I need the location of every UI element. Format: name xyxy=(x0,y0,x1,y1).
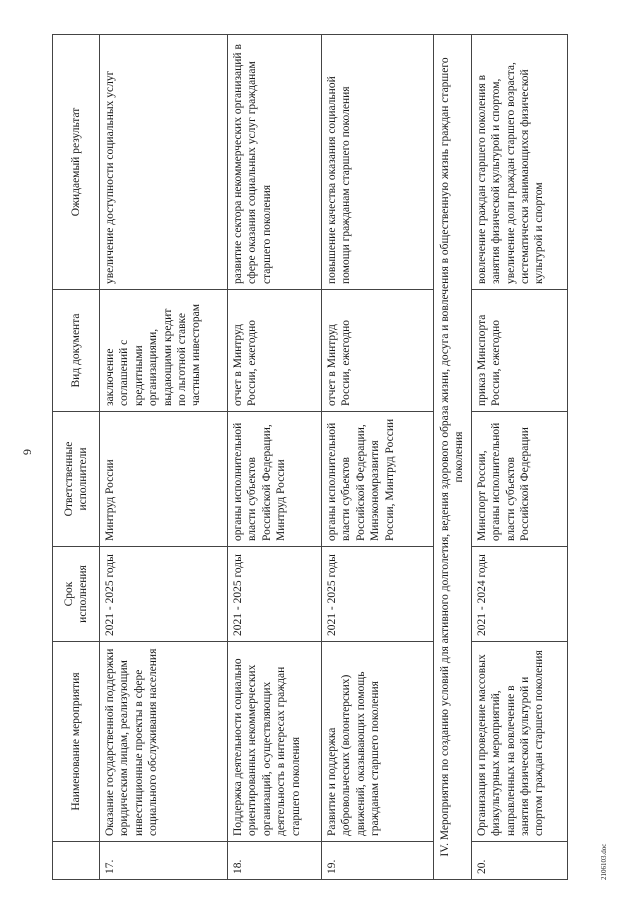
table-row xyxy=(322,35,434,880)
footer-filename: 2106103.doc xyxy=(600,843,608,880)
row-responsible: органы исполнительной власти субъектов Российской Федерации, Минтруд России xyxy=(228,412,322,547)
row-term: 2021 - 2024 годы xyxy=(471,547,567,642)
row-term: 2021 - 2025 годы xyxy=(100,547,228,642)
header-document: Вид документа xyxy=(53,290,100,412)
row-result: вовлечение граждан старшего поколения в занятия физической культурой и спортом, увеличение доли граждан старшего возраста, систематически занимающихся физической культурой и спортом xyxy=(471,35,567,290)
row-term: 2021 - 2025 годы xyxy=(322,547,434,642)
header-term: Срок исполнения xyxy=(53,547,100,642)
header-name: Наименование мероприятия xyxy=(53,642,100,842)
table-header-row xyxy=(53,35,100,880)
header-result: Ожидаемый результат xyxy=(53,35,100,290)
row-name: Развитие и поддержка добровольческих (волонтерских) движений, оказывающих помощь гражданам старшего поколения xyxy=(322,642,434,842)
row-num: 19. xyxy=(322,842,434,880)
table-row xyxy=(471,35,567,880)
measures-table xyxy=(52,34,568,880)
row-name: Поддержка деятельности социально ориентированных некоммерческих организаций, осуществляющих деятельность в интересах граждан старшего поколения xyxy=(228,642,322,842)
row-num: 20. xyxy=(471,842,567,880)
row-responsible: Минтруд России xyxy=(100,412,228,547)
row-document: заключение соглашений с кредитными организациями, выдающими кредит по льготной ставке частным инвесторам xyxy=(100,290,228,412)
page-number: 6 xyxy=(20,449,35,455)
row-result: повышение качества оказания социальной помощи гражданам старшего поколения xyxy=(322,35,434,290)
row-result: увеличение доступности социальных услуг xyxy=(100,35,228,290)
row-document: отчет в Минтруд России, ежегодно xyxy=(322,290,434,412)
row-num: 17. xyxy=(100,842,228,880)
table-row xyxy=(100,35,228,880)
table-row xyxy=(228,35,322,880)
section-row xyxy=(434,35,472,880)
header-num xyxy=(53,842,100,880)
row-name: Оказание государственной поддержки юридическим лицам, реализующим инвестиционные проекты в сфере социального обслуживания населения xyxy=(100,642,228,842)
header-responsible: Ответственные исполнители xyxy=(53,412,100,547)
row-document: приказ Минспорта России, ежегодно xyxy=(471,290,567,412)
row-result: развитие сектора некоммерческих организаций в сфере оказания социальных услуг гражданам старшего поколения xyxy=(228,35,322,290)
row-num: 18. xyxy=(228,842,322,880)
section-title: IV. Мероприятия по созданию условий для активного долголетия, ведения здорового образа жизни, досуга и вовлечения в общественную жизнь граждан старшего поколения xyxy=(434,35,472,880)
row-term: 2021 - 2025 годы xyxy=(228,547,322,642)
row-responsible: Минспорт России, органы исполнительной власти субъектов Российской Федерации xyxy=(471,412,567,547)
row-document: отчет в Минтруд России, ежегодно xyxy=(228,290,322,412)
row-name: Организация и проведение массовых физкультурных мероприятий, направленных на вовлечение в занятия физической культурой и спортом граждан старшего поколения xyxy=(471,642,567,842)
rotated-table-page xyxy=(52,35,602,880)
row-responsible: органы исполнительной власти субъектов Российской Федерации, Минэкономразвития России, Минтруд России xyxy=(322,412,434,547)
